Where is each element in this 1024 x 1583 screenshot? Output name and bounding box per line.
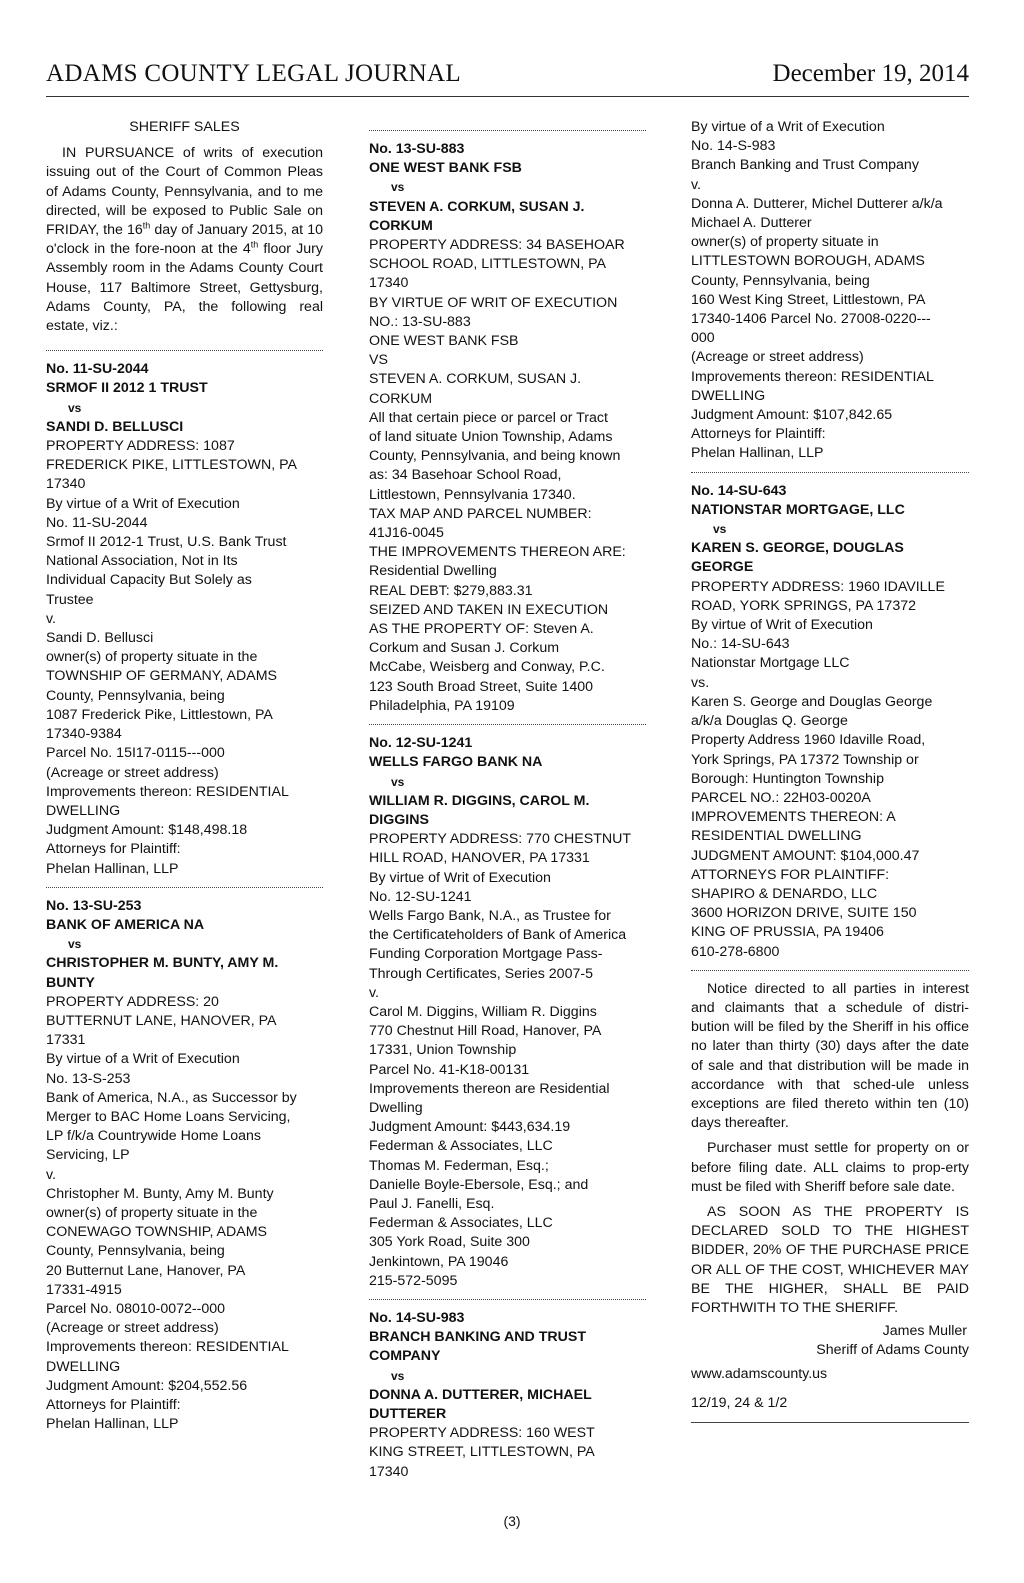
case-detail-line: Borough: Huntington Township	[691, 770, 884, 787]
case-detail-line: Improvements thereon: RESIDENTIAL	[691, 368, 934, 385]
case-detail-line: FREDERICK PIKE, LITTLESTOWN, PA	[46, 457, 297, 474]
case-detail-line: TAX MAP AND PARCEL NUMBER:	[369, 505, 592, 522]
case-detail-line: Nationstar Mortgage LLC	[691, 655, 850, 672]
case-detail-line: the Certificateholders of Bank of America	[369, 927, 627, 944]
case-detail-line: (Acreage or street address)	[46, 1320, 219, 1337]
versus-label: vs	[68, 937, 82, 952]
case-detail-line: Parcel No. 15I17-0115---000	[46, 745, 225, 762]
column-3	[691, 118, 969, 1423]
case-detail-line: as: 34 Basehoar School Road,	[369, 467, 562, 484]
divider	[369, 1299, 646, 1300]
case-detail-line: LP f/k/a Countrywide Home Loans	[46, 1128, 262, 1145]
defendant-name: DONNA A. DUTTERER, MICHAEL	[369, 1386, 592, 1403]
case-detail-line: 1087 Frederick Pike, Littlestown, PA	[46, 706, 273, 723]
case-detail-line: CONEWAGO TOWNSHIP, ADAMS	[46, 1224, 267, 1241]
case-detail-line: ONE WEST BANK FSB	[369, 333, 519, 350]
case-detail-line: DWELLING	[46, 1358, 121, 1375]
case-detail-line: Philadelphia, PA 19109	[369, 697, 515, 714]
defendant-name: STEVEN A. CORKUM, SUSAN J.	[369, 198, 585, 215]
case-detail-line: By virtue of Writ of Execution	[369, 869, 551, 886]
versus-label: vs	[713, 522, 727, 537]
case-detail-line: AS THE PROPERTY OF: Steven A.	[369, 621, 594, 638]
case-detail-line: ROAD, YORK SPRINGS, PA 17372	[691, 597, 916, 614]
case-detail-line: No. 13-S-253	[46, 1070, 131, 1087]
case-detail-line: Attorneys for Plaintiff:	[46, 1397, 181, 1413]
case-detail-line: owner(s) of property situate in the	[46, 1204, 258, 1221]
case-detail-line: v.	[46, 1166, 56, 1183]
case-detail-line: Judgment Amount: $148,498.18	[46, 822, 248, 839]
case-detail-line: No. 12-SU-1241	[369, 888, 472, 905]
case-detail-line: 20 Butternut Lane, Hanover, PA	[46, 1262, 246, 1279]
column-1	[46, 118, 323, 1434]
versus-label: vs	[391, 180, 405, 195]
case-detail-line: RESIDENTIAL DWELLING	[691, 828, 862, 845]
defendant-name: BUNTY	[46, 974, 95, 991]
case-detail-line: HILL ROAD, HANOVER, PA 17331	[369, 850, 590, 867]
case-detail-line: McCabe, Weisberg and Conway, P.C.	[369, 659, 605, 676]
run-dates: 12/19, 24 & 1/2	[691, 1394, 788, 1411]
case-detail-line: a/k/a Douglas Q. George	[691, 713, 848, 730]
case-entry	[369, 734, 646, 1291]
case-detail-line: Phelan Hallinan, LLP	[46, 1416, 179, 1433]
case-number: No. 14-SU-983	[369, 1309, 465, 1326]
case-detail-line: KING STREET, LITTLESTOWN, PA	[369, 1444, 595, 1461]
case-detail-line: SEIZED AND TAKEN IN EXECUTION	[369, 601, 609, 618]
case-detail-line: PROPERTY ADDRESS: 34 BASEHOAR	[369, 237, 625, 254]
distribution-notice: Notice directed to all parties in interest and claimants that a schedule of distri-bution will be filed by the Sheriff in his office no later than thirty (30) days after the date of sale and that distribution will be made in accordance with that sched-ule unless exceptions are filed thereto within ten (10) days thereafter.	[691, 980, 969, 1132]
case-detail-line: of land situate Union Township, Adams	[369, 429, 613, 446]
case-detail-line: County, Pennsylvania, being	[46, 687, 225, 704]
case-detail-line: Servicing, LP	[46, 1147, 130, 1164]
case-detail-line: Parcel No. 41-K18-00131	[369, 1061, 530, 1078]
case-detail-line: By virtue of Writ of Execution	[691, 617, 873, 634]
case-detail-line: STEVEN A. CORKUM, SUSAN J.	[369, 371, 582, 388]
case-detail-line: 17331-4915	[46, 1281, 122, 1298]
case-detail-line: PROPERTY ADDRESS: 160 WEST	[369, 1425, 595, 1442]
signer-name: James Muller	[882, 1323, 967, 1340]
case-detail-line: Srmof II 2012-1 Trust, U.S. Bank Trust	[46, 534, 287, 551]
case-detail-line: owner(s) of property situate in	[691, 234, 879, 251]
case-detail-line: County, Pennsylvania, being	[691, 272, 870, 289]
case-detail-line: Paul J. Fanelli, Esq.	[369, 1195, 495, 1212]
plaintiff-name: WELLS FARGO BANK NA	[369, 754, 543, 771]
case-number: No. 12-SU-1241	[369, 735, 473, 752]
case-detail-line: Corkum and Susan J. Corkum	[369, 640, 560, 657]
defendant-name: GEORGE	[691, 559, 754, 576]
case-detail-line: National Association, Not in Its	[46, 553, 238, 570]
divider	[46, 350, 323, 351]
case-detail-line: 17340	[369, 275, 409, 292]
case-detail-line: vs.	[691, 674, 710, 691]
case-detail-line: Judgment Amount: $107,842.65	[691, 407, 893, 424]
case-detail-line: IMPROVEMENTS THEREON: A	[691, 809, 896, 826]
case-detail-line: PROPERTY ADDRESS: 1087	[46, 438, 235, 455]
case-detail-line: 160 West King Street, Littlestown, PA	[691, 291, 926, 308]
signer-title: Sheriff of Adams County	[816, 1342, 969, 1359]
case-detail-line: Wells Fargo Bank, N.A., as Trustee for	[369, 907, 611, 924]
case-entry	[369, 140, 646, 716]
case-detail-line: Christopher M. Bunty, Amy M. Bunty	[46, 1185, 274, 1202]
case-detail-line: TOWNSHIP OF GERMANY, ADAMS	[46, 668, 277, 685]
case-detail-line: Merger to BAC Home Loans Servicing,	[46, 1108, 291, 1125]
payment-notice: AS SOON AS THE PROPERTY IS DECLARED SOLD TO THE HIGHEST BIDDER, 20% OF THE PURCHASE PRICE OR ALL OF THE COST, WHICHEVER MAY BE THE HIGHER, SHALL BE PAID FORTHWITH TO THE SHERIFF.	[691, 1203, 969, 1316]
case-detail-line: Phelan Hallinan, LLP	[691, 445, 824, 462]
intro-paragraph: IN PURSUANCE of writs of execution issuing out of the Court of Common Pleas of Adams County, Pennsylvania, and to me directed, will be exposed to Public Sale on FRIDAY, the 16th day of January 2015, at 10 o'clock in the fore-noon at the 4th floor Jury Assembly room in the Adams County Court House, 117 Baltimore Street, Gettysburg, Adams County, PA, the following real estate, viz.:	[46, 145, 323, 335]
plaintiff-name: SRMOF II 2012 1 TRUST	[46, 380, 208, 397]
case-detail-line: v.	[691, 176, 701, 193]
case-detail-line: Thomas M. Federman, Esq.;	[369, 1157, 549, 1174]
case-detail-line: No.: 14-SU-643	[691, 636, 790, 653]
case-detail-line: 770 Chestnut Hill Road, Hanover, PA	[369, 1023, 602, 1040]
case-number: No. 14-SU-643	[691, 482, 787, 499]
divider	[369, 130, 646, 131]
case-detail-line: PARCEL NO.: 22H03-0020A	[691, 789, 871, 806]
case-detail-line: SHAPIRO & DENARDO, LLC	[691, 885, 878, 902]
case-detail-line: DWELLING	[46, 802, 121, 819]
case-detail-line: 41J16-0045	[369, 525, 444, 542]
case-detail-line: (Acreage or street address)	[691, 349, 864, 366]
case-detail-line: THE IMPROVEMENTS THEREON ARE:	[369, 544, 626, 561]
case-detail-line: By virtue of a Writ of Execution	[691, 119, 885, 135]
case-detail-line: Parcel No. 08010-0072--000	[46, 1300, 226, 1317]
case-detail-line: By virtue of a Writ of Execution	[46, 1051, 240, 1068]
page-number: (3)	[503, 1513, 521, 1529]
case-detail-line: LITTLESTOWN BOROUGH, ADAMS	[691, 253, 925, 270]
case-detail-line: 000	[691, 330, 715, 347]
case-detail-line: Dwelling	[369, 1099, 423, 1116]
column-2	[369, 118, 646, 1482]
case-detail-line: 17340	[46, 476, 86, 493]
divider	[369, 724, 646, 725]
defendant-name: WILLIAM R. DIGGINS, CAROL M.	[369, 792, 590, 809]
case-detail-line: VS	[369, 352, 388, 369]
case-number: No. 13-SU-253	[46, 897, 142, 914]
case-detail-line: 3600 HORIZON DRIVE, SUITE 150	[691, 905, 917, 922]
case-detail-line: Funding Corporation Mortgage Pass-	[369, 946, 603, 963]
defendant-name: CHRISTOPHER M. BUNTY, AMY M.	[46, 955, 279, 972]
case-detail-line: PROPERTY ADDRESS: 1960 IDAVILLE	[691, 578, 945, 595]
case-detail-line: DWELLING	[691, 387, 766, 404]
case-detail-line: Judgment Amount: $204,552.56	[46, 1377, 248, 1394]
case-entry	[46, 360, 323, 878]
case-entry	[691, 482, 969, 962]
case-detail-line: 17340-1406 Parcel No. 27008-0220---	[691, 311, 931, 328]
divider	[691, 970, 969, 971]
case-detail-line: Branch Banking and Trust Company	[691, 157, 919, 174]
case-detail-line: 17340-9384	[46, 726, 122, 743]
case-number: No. 11-SU-2044	[46, 361, 149, 378]
versus-label: vs	[391, 1368, 405, 1383]
case-detail-line: Federman & Associates, LLC	[369, 1215, 553, 1232]
case-detail-line: owner(s) of property situate in the	[46, 649, 258, 666]
case-detail-line: Trustee	[46, 591, 94, 608]
case-detail-line: Improvements thereon: RESIDENTIAL	[46, 1339, 289, 1356]
defendant-name: CORKUM	[369, 217, 433, 234]
issue-date: December 19, 2014	[772, 60, 969, 87]
case-detail-line: No. 14-S-983	[691, 138, 776, 155]
case-detail-line: No. 11-SU-2044	[46, 514, 148, 531]
case-detail-line: All that certain piece or parcel or Tract	[369, 409, 608, 426]
defendant-name: KAREN S. GEORGE, DOUGLAS	[691, 540, 904, 557]
case-detail-line: Federman & Associates, LLC	[369, 1138, 553, 1155]
case-detail-line: Phelan Hallinan, LLP	[46, 860, 179, 877]
case-detail-line: County, Pennsylvania, being	[46, 1243, 225, 1260]
case-detail-line: By virtue of a Writ of Execution	[46, 495, 240, 512]
plaintiff-name: NATIONSTAR MORTGAGE, LLC	[691, 501, 905, 518]
case-detail-line: PROPERTY ADDRESS: 20	[46, 993, 219, 1010]
section-heading: SHERIFF SALES	[129, 119, 240, 135]
plaintiff-name: ONE WEST BANK FSB	[369, 160, 522, 177]
case-detail-line: Judgment Amount: $443,634.19	[369, 1119, 571, 1136]
defendant-name: SANDI D. BELLUSCI	[46, 418, 184, 435]
case-detail-line: 123 South Broad Street, Suite 1400	[369, 678, 594, 695]
case-entry	[369, 1309, 646, 1482]
case-detail-line: Attorneys for Plaintiff:	[691, 426, 826, 443]
case-detail-line: 305 York Road, Suite 300	[369, 1234, 530, 1251]
versus-label: vs	[391, 774, 405, 789]
case-detail-line: BUTTERNUT LANE, HANOVER, PA	[46, 1012, 277, 1029]
case-detail-line: 17331	[46, 1032, 86, 1049]
case-detail-line: SCHOOL ROAD, LITTLESTOWN, PA	[369, 256, 607, 273]
case-detail-line: Jenkintown, PA 19046	[369, 1253, 509, 1270]
case-detail-line: (Acreage or street address)	[46, 764, 219, 781]
case-detail-line: PROPERTY ADDRESS: 770 CHESTNUT	[369, 831, 632, 848]
case-detail-line: Danielle Boyle-Ebersole, Esq.; and	[369, 1176, 589, 1193]
case-detail-line: 17331, Union Township	[369, 1042, 517, 1059]
case-detail-line: CORKUM	[369, 390, 433, 407]
case-detail-line: 17340	[369, 1463, 409, 1480]
journal-title: ADAMS COUNTY LEGAL JOURNAL	[46, 60, 461, 87]
case-detail-line: BY VIRTUE OF WRIT OF EXECUTION	[369, 294, 618, 311]
case-detail-line: 215-572-5095	[369, 1272, 458, 1289]
case-detail-line: 610-278-6800	[691, 943, 780, 960]
case-detail-line: Individual Capacity But Solely as	[46, 572, 252, 589]
versus-label: vs	[68, 400, 82, 415]
case-entry-continued	[691, 118, 969, 464]
case-detail-line: Property Address 1960 Idaville Road,	[691, 732, 926, 749]
case-detail-line: Carol M. Diggins, William R. Diggins	[369, 1003, 597, 1020]
case-detail-line: v.	[46, 610, 56, 627]
case-detail-line: v.	[369, 984, 379, 1001]
case-detail-line: Sandi D. Bellusci	[46, 630, 154, 647]
case-detail-line: Through Certificates, Series 2007-5	[369, 965, 593, 982]
case-detail-line: ATTORNEYS FOR PLAINTIFF:	[691, 866, 890, 883]
case-detail-line: KING OF PRUSSIA, PA 19406	[691, 924, 884, 941]
plaintiff-name: BRANCH BANKING AND TRUST	[369, 1329, 587, 1346]
case-detail-line: JUDGMENT AMOUNT: $104,000.47	[691, 847, 920, 864]
end-rule	[691, 1422, 969, 1423]
defendant-name: DIGGINS	[369, 811, 429, 828]
case-detail-line: County, Pennsylvania, and being known	[369, 448, 621, 465]
case-detail-line: Karen S. George and Douglas George	[691, 693, 933, 710]
plaintiff-name: COMPANY	[369, 1348, 441, 1365]
case-detail-line: Attorneys for Plaintiff:	[46, 841, 181, 858]
website-link[interactable]: www.adamscounty.us	[691, 1365, 828, 1382]
divider	[691, 472, 969, 473]
case-detail-line: NO.: 13-SU-883	[369, 313, 471, 330]
case-detail-line: REAL DEBT: $279,883.31	[369, 582, 533, 599]
page-header	[46, 56, 969, 97]
case-detail-line: Improvements thereon: RESIDENTIAL	[46, 783, 289, 800]
plaintiff-name: BANK OF AMERICA NA	[46, 916, 205, 933]
case-detail-line: Bank of America, N.A., as Successor by	[46, 1089, 297, 1106]
divider	[46, 887, 323, 888]
case-detail-line: York Springs, PA 17372 Township or	[691, 751, 919, 768]
purchaser-notice: Purchaser must settle for property on or before filing date. ALL claims to prop-erty must be filed with Sheriff before sale date.	[691, 1140, 969, 1195]
case-number: No. 13-SU-883	[369, 141, 465, 157]
case-detail-line: Improvements thereon are Residential	[369, 1080, 610, 1097]
case-entry	[46, 897, 323, 1435]
defendant-name: DUTTERER	[369, 1406, 447, 1422]
case-detail-line: Littlestown, Pennsylvania 17340.	[369, 486, 576, 503]
case-detail-line: Donna A. Dutterer, Michel Dutterer a/k/a	[691, 195, 943, 212]
case-detail-line: Residential Dwelling	[369, 563, 497, 580]
case-detail-line: Michael A. Dutterer	[691, 215, 812, 232]
